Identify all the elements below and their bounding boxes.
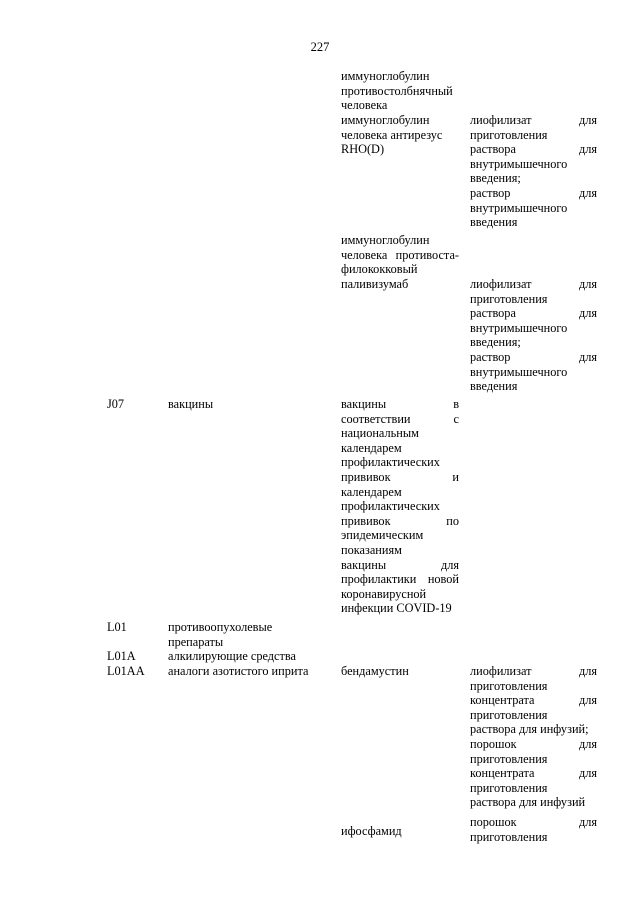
atc-group: аналоги азотистого иприта [168,664,309,678]
atc-group: противоопухолевые препараты [168,620,273,649]
drug-name: бендамустин [341,664,409,678]
drug-name: ифосфамид [341,824,402,838]
dosage-form: порошок для приготовления [470,815,597,844]
drug-name: иммуноглобулин человека антирезус RHO(D) [341,113,443,157]
atc-group: вакцины [168,397,214,411]
atc-code: L01 [107,620,127,634]
dosage-form: лиофилизат для приготовления концентрата для приготовления раствора для инфузий; порошок для приготовления концентрата для приготовления раствора для инфузий [470,664,597,810]
drug-name: паливизумаб [341,277,409,291]
atc-code: J07 [107,397,125,411]
drug-name: вакцины в соответствии с национальным календарем профилактических прививок и календарем профилактических прививок по эпидемическим показаниям вакцины для профилактики новой коронавирусной инфекции COVID-19 [341,397,459,616]
dosage-form: лиофилизат для приготовления раствора для внутримышечного введения; раствор для внутримышечного введения [470,277,597,394]
page-number: 227 [310,40,330,54]
dosage-form: лиофилизат для приготовления раствора для внутримышечного введения; раствор для внутримышечного введения [470,113,597,230]
atc-group: алкилирующие средства [168,649,296,663]
atc-code: L01AA [107,664,145,678]
drug-name: иммуноглобулин противостолбнячный человека [341,69,453,113]
atc-code: L01A [107,649,136,663]
drug-name: иммуноглобулин человека противоста- филококковый [341,233,459,277]
